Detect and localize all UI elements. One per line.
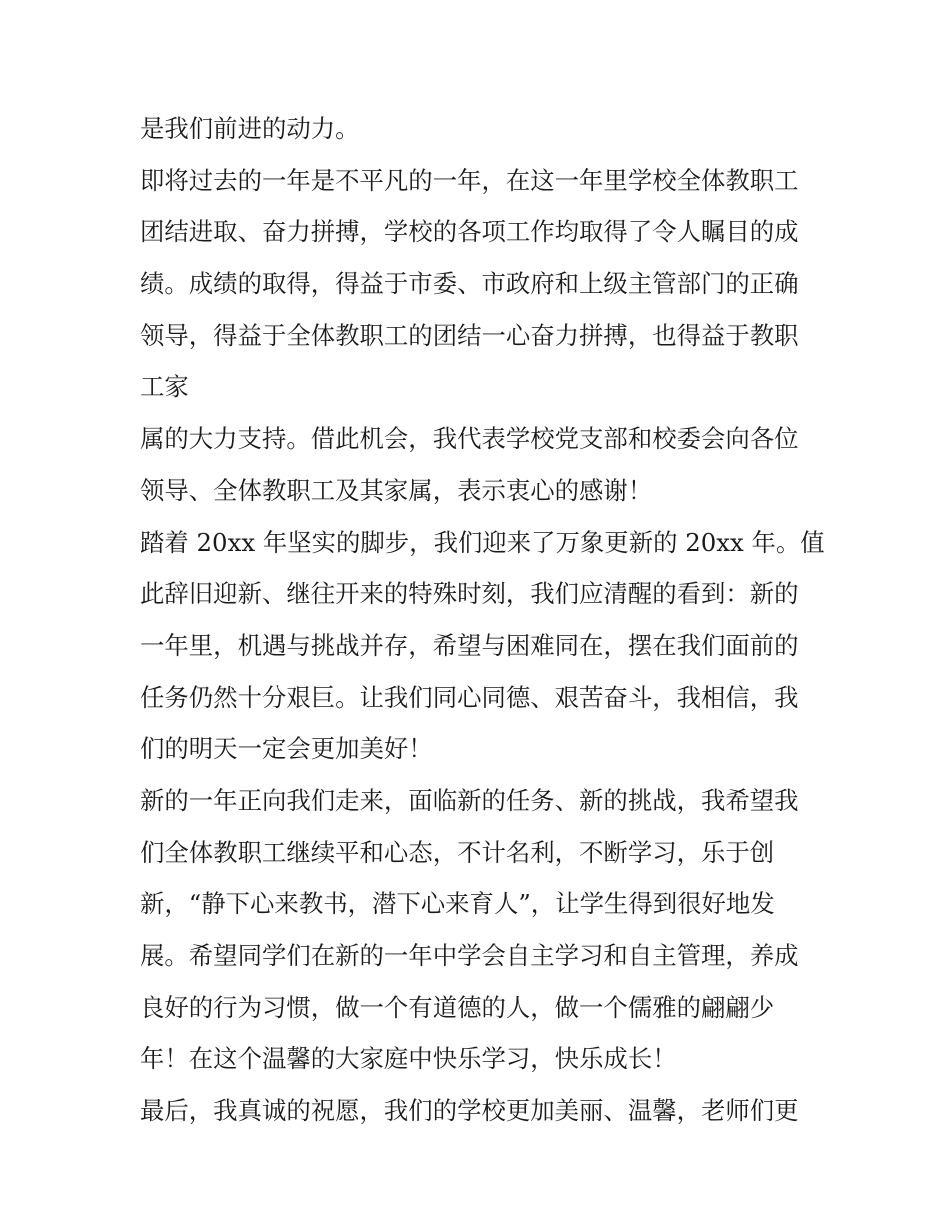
text-line-6: 工家 [140, 372, 189, 402]
text-line-12: 任务仍然十分艰巨。让我们同心同德、艰苦奋斗，我相信，我 [140, 682, 799, 712]
text-line-2: 即将过去的一年是不平凡的一年，在这一年里学校全体教职工 [140, 165, 799, 195]
text-line-20: 最后，我真诚的祝愿，我们的学校更加美丽、温馨，老师们更 [140, 1096, 799, 1126]
text-line-3: 团结进取、奋力拼搏，学校的各项工作均取得了令人瞩目的成 [140, 217, 799, 247]
text-line-5: 领导，得益于全体教职工的团结一心奋力拼搏，也得益于教职 [140, 320, 799, 350]
text-line-8: 领导、全体教职工及其家属，表示衷心的感谢！ [140, 475, 653, 505]
text-line-10: 此辞旧迎新、继往开来的特殊时刻，我们应清醒的看到：新的 [140, 579, 799, 609]
document-body [140, 103, 830, 1137]
text-line-1: 是我们前进的动力。 [140, 114, 360, 143]
text-line-15: 们全体教职工继续平和心态，不计名利，不断学习，乐于创 [140, 837, 775, 867]
text-line-13: 们的明天一定会更加美好！ [140, 734, 433, 764]
text-line-14: 新的一年正向我们走来，面临新的任务、新的挑战，我希望我 [140, 785, 799, 815]
text-line-11: 一年里，机遇与挑战并存，希望与困难同在，摆在我们面前的 [140, 630, 799, 660]
text-line-4: 绩。成绩的取得，得益于市委、市政府和上级主管部门的正确 [140, 269, 799, 299]
text-line-19: 年！在这个温馨的大家庭中快乐学习，快乐成长！ [140, 1044, 677, 1074]
text-line-18: 良好的行为习惯，做一个有道德的人，做一个儒雅的翩翩少 [140, 992, 775, 1022]
text-line-9: 踏着 20xx 年坚实的脚步，我们迎来了万象更新的 20xx 年。值 [140, 527, 825, 557]
text-line-16: 新，“静下心来教书，潜下心来育人”，让学生得到很好地发 [140, 889, 775, 919]
text-line-17: 展。希望同学们在新的一年中学会自主学习和自主管理，养成 [140, 941, 799, 970]
text-line-7: 属的大力支持。借此机会，我代表学校党支部和校委会向各位 [140, 424, 799, 454]
